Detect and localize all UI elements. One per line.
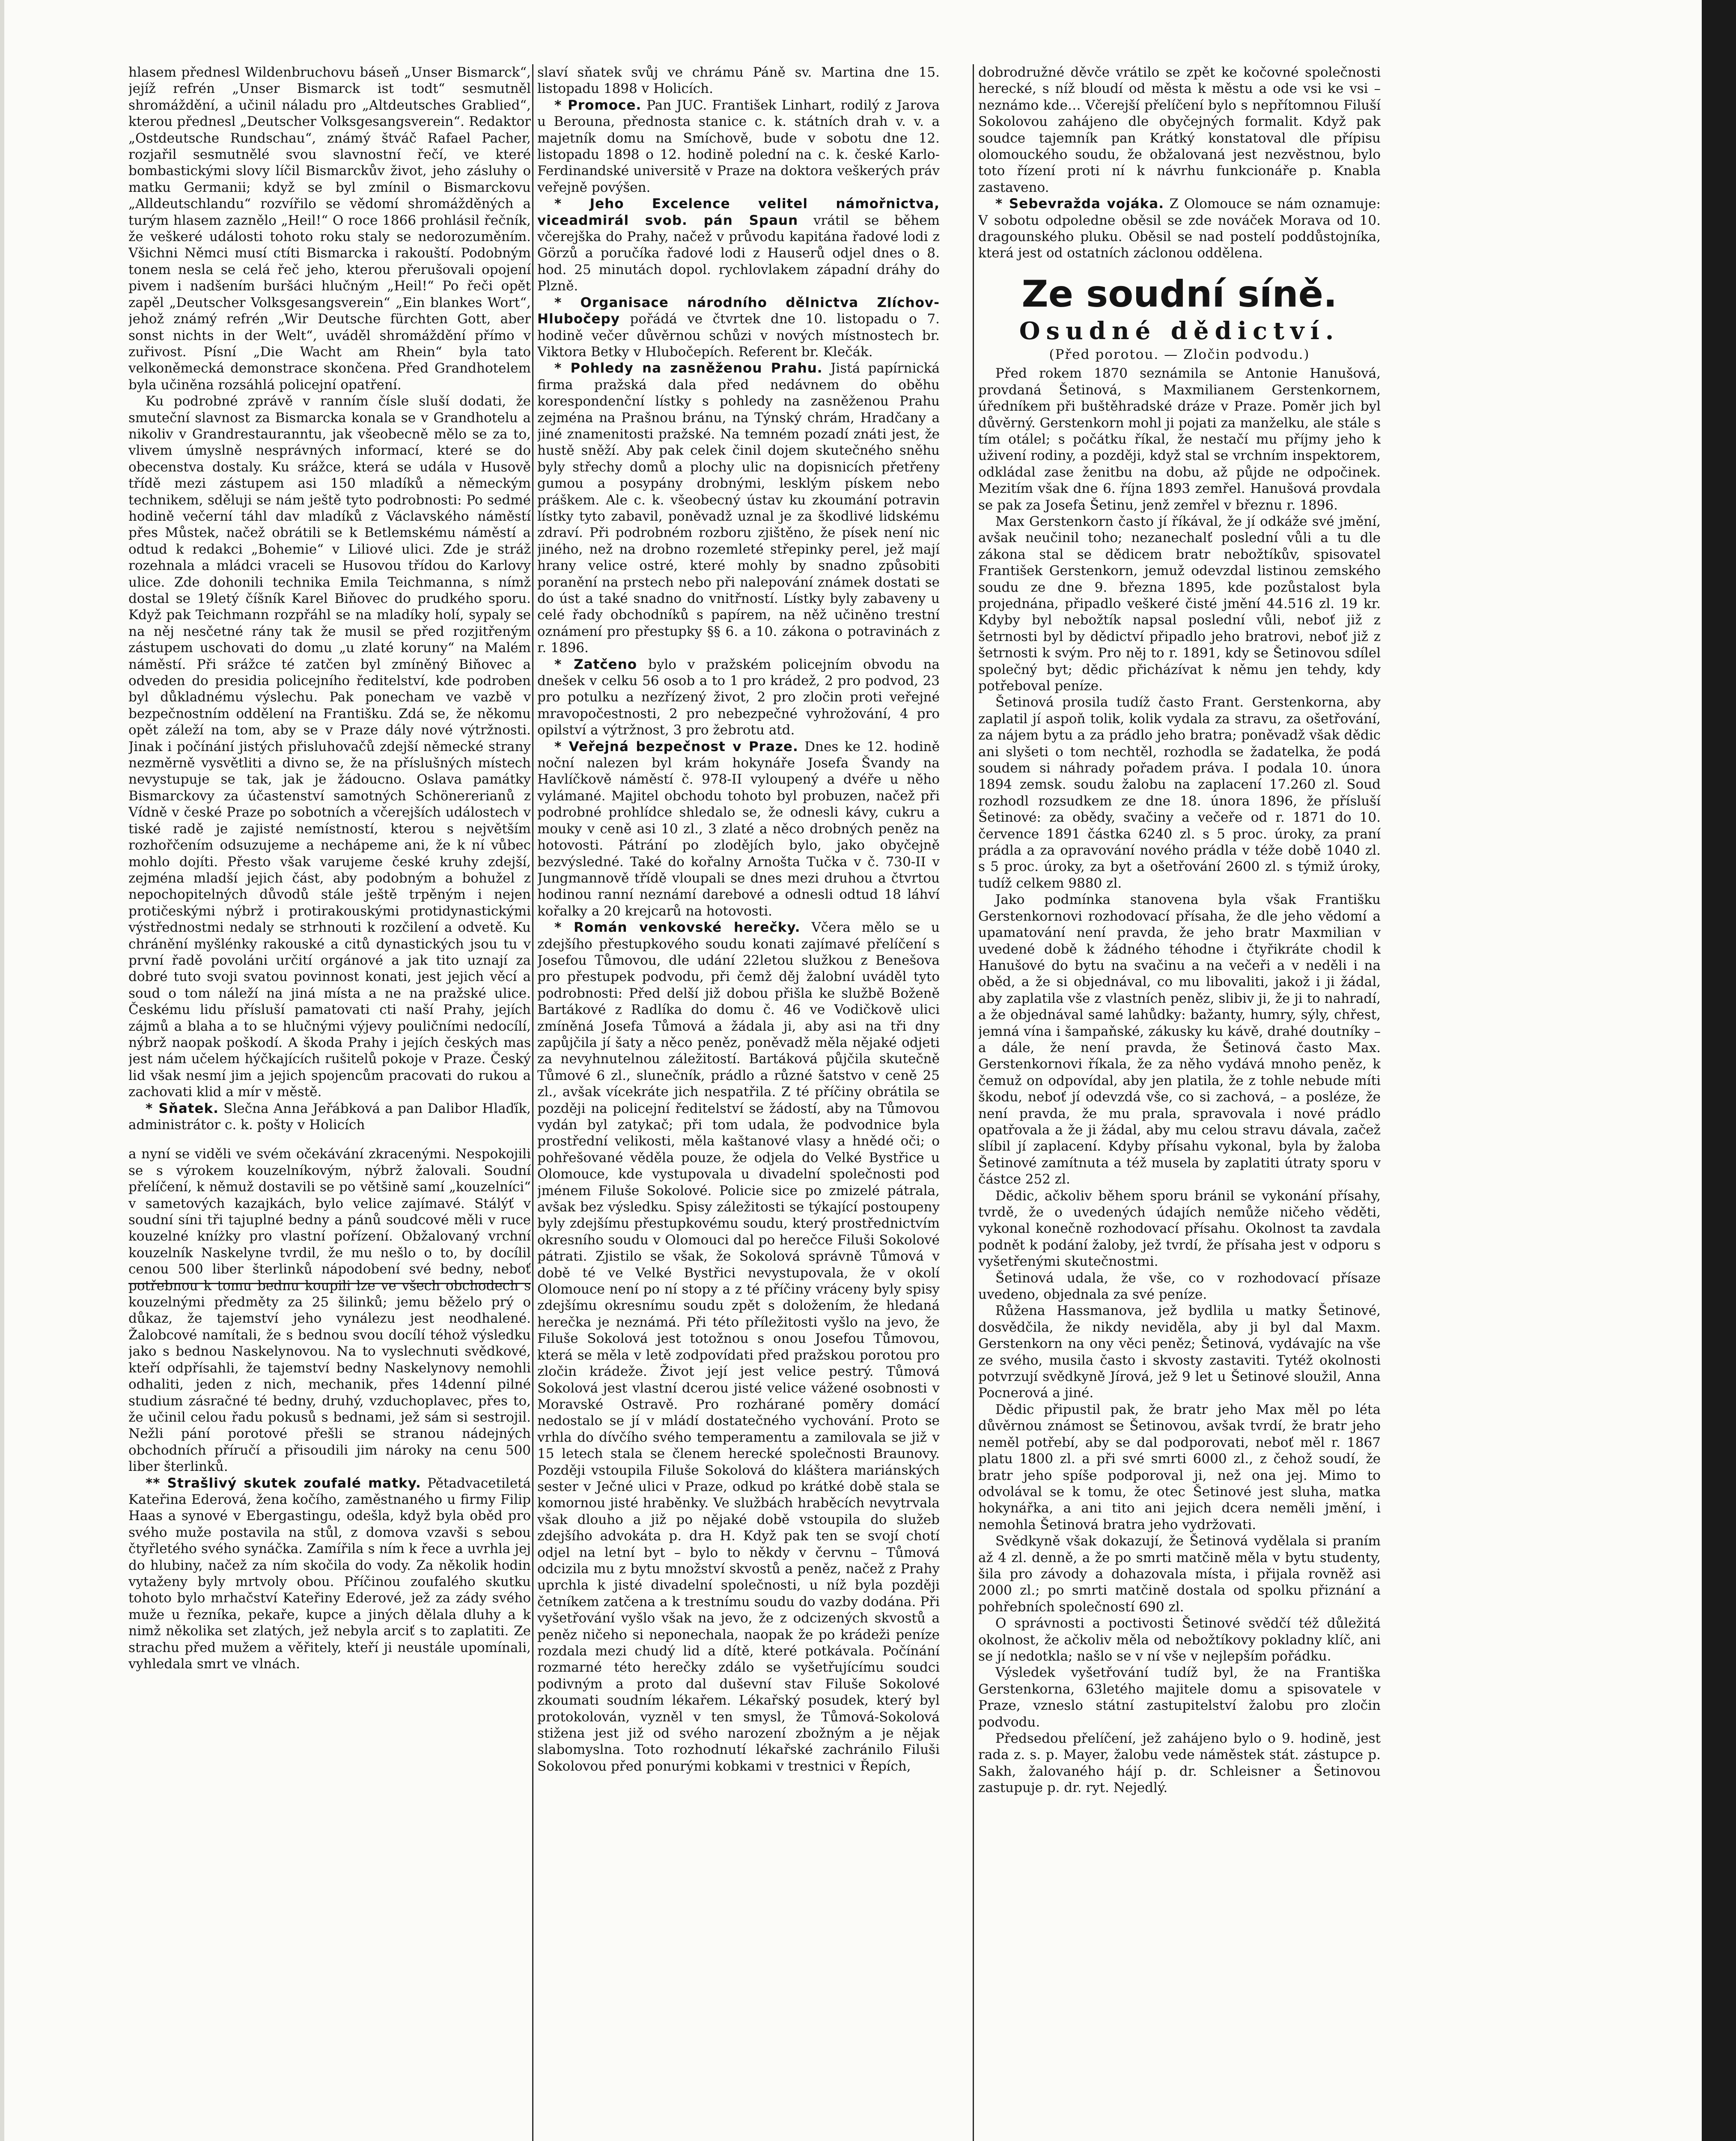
article-paragraph: Max Gerstenkorn často jí říkával, že jí odkáže své jmění, avšak neučinil toho; nezanechalť poslední vůli a tu dle zákona stal se dědicem bratr nebožtíkův, spisovatel František Gerstenkorn, jemuž odevzdal listinou zemského soudu ze dne 9. března 1895, kde pozůstalost byla projednána, připadlo veškeré čisté jmění 44.516 zl. 19 kr. Kdyby byl nebožtík napsal poslední vůli, neboť již z šetrnosti byl by dědictví připadlo jeho bratrovi, neboť již z šetrnosti k svým. Pro něj to r. 1891, kdy se Šetinovou sdílel společný byt; dědic přicházívat k němu jen tehdy, kdy potřeboval peníze. [978, 513, 1381, 694]
workers-text: pořádá ve čtvrtek dne 10. listopadu o 7. hodině večer důvěrnou schůzi v nových místnostech br. Viktora Betky v Hlubočepích. Referent br. Klečák. [537, 311, 940, 360]
mother-tragedy-text: Pětadvacetiletá Kateřina Ederová, žena kočího, zaměstnaného u firmy Filip Haas a synové v Ebergastingu, odešla, když byla oběd pro svého muže postavila na stůl, z domova vzavši s sebou čtyřletého svého synáčka. Zamířila s ním k řece a uvrhla jej do hlubiny, načež za ním skočila do vody. Za několik hodin vytaženy byly mrtvoly obou. Příčinou zoufalého skutku tohoto bylo mrhačství Kateřiny Ederové, jež za zády svého muže u řezníka, pekaře, kupce a jiných dělala dluhy a k nimž několika set zlatých, jež nebyla arciť s to zaplatiti. Ze strachu před mužem a věřitely, kteří ji neustále upomínali, vyhledala smrt ve vlnách. [128, 1475, 531, 1672]
article-paragraph: Růžena Hassmanova, jež bydlila u matky Šetinové, dosvědčila, že nikdy neviděla, aby ji byl dal Maxm. Gerstenkorn na ony věci peněz; Šetinová, vydávajíc na vše ze svého, musila často i skvosty zastaviti. Tytéž okolnosti potvrzují svědkyně Jírová, jež 9 let u Šetinové sloužil, Anna Pocnerová a jiné. [978, 1303, 1381, 1401]
article-title: Osudné dědictví. [1019, 316, 1340, 345]
admiral-text: vrátil se během včerejška do Prahy, načež v průvodu kapitána řadové lodi z Görzů a poručíka řadové lodi z Hauserů odjel dnes o 8. hod. 25 minutách dopol. rychlovlakem západní dráhy do Plzně. [537, 212, 940, 294]
article-paragraph: Dědic, ačkoliv během sporu bránil se vykonání přísahy, tvrdě, že o uvedených údajích nemůže ničeho věděti, vykonal konečně rozhodovací přísahu. Okolnost ta zavdala podnět k podání žaloby, jež tvrdí, že přísaha jest v odporu s vyšetřenými skutečnostmi. [978, 1188, 1381, 1270]
public-safety-heading: * Veřejná bezpečnost v Praze. [554, 739, 798, 754]
article-paragraph: Výsledek vyšetřování tudíž byl, že na Františka Gerstenkorna, 63letého majitele domu a spisovatele v Praze, vzneslo státní zastupitelství žalobu pro zločin podvodu. [978, 1665, 1381, 1730]
suicide-notice [978, 196, 1381, 262]
workers-notice [537, 295, 940, 361]
wedding-text: Slečna Anna Jeřábková a pan Dalibor Hlaďík, administrátor c. k. pošty v Holicích [128, 1100, 531, 1133]
actress-text: Včera mělo se u zdejšího přestupkového soudu konati zajímavé přelíčení s Josefou Tůmovou, dle udání 22letou služkou z Benešova pro přestupek podvodu, při čemž děj žalobní uváděl tyto podrobnosti: Před delší již dobou přišla ke službě Boženě Bartákové z Radlíka do domu č. 46 ve Vodičkově ulici zmíněná Josefa Tůmová a žádala ji, aby asi na tři dny zapůjčila jí šaty a něco peněz, poněvadž měla nějaké odjeti za nevyhnutelnou záležitostí. Bartáková půjčila skutečně Tůmové 6 zl., slunečník, prádlo a různé šatstvo v ceně 25 zl., avšak vícekráte jich nespatřila. Z té příčiny obrátila se později na policejní ředitelství se žádostí, aby na Tůmovou vydán byl zatykač; při tom udala, že podvodnice byla prostřední velikosti, měla kaštanové vlasy a hnědé oči; o pohřešované věděla pouze, že odjela do Velké Bystřice u Olomouce, kde vystupovala u divadelní společnosti pod jménem Filuše Sokolové. Policie sice po zmizelé pátrala, avšak bez výsledku. Spisy záležitosti se týkající postoupeny byly zdejšímu přestupkovému soudu, který prostřednictvím okresního soudu v Olomouci dal po herečce Filuši Sokolové pátrati. Zjistilo se však, že Sokolová správně Tůmová v době té ve Velké Bystřici nevystupovala, že v okolí Olomouce není po ní stopy a z té příčiny vráceny byly spisy zdejšímu okresnímu soudu zpět s doložením, že hledaná herečka je neznámá. Při této příležitosti vyšlo na jevo, že Filuše Sokolová jest totožnou s onou Josefou Tůmovou, která se měla v letě zodpovídati před pražskou porotou pro zločin krádeže. Život její jest velice pestrý. Tůmová Sokolová jest vlastní dcerou jisté velice vážené osobnosti v Moravské Ostravě. Pro rozhárané poměry domácí nedostalo se jí v mládí dostatečného vychování. Proto se vrhla do dívčího svého temperamentu a zamilovala se již v 15 letech stala se členem herecké společnosti Braunovy. Později vstoupila Filuše Sokolová do kláštera mariánských sester v Ječné ulici v Praze, odkud po krátké době stala se komornou jisté hraběnky. Ve službách hraběcích nevytrvala však dlouho a již po nějaké době vstoupila do služeb zdejšího advokáta p. dra H. Když pak ten se svojí chotí odjel na letní byt – bylo to někdy v červnu – Tůmová odcizila mu z bytu množství skvostů a peněz, načež z Prahy uprchla k jisté divadelní společnosti, u níž byla později četníkem zatčena a k trestnímu soudu do vazby dodána. Při vyšetřování vyšlo však na jevo, že z odcizených skvostů a peněz ničeho si neponechala, naopak že po krádeži peníze rozdala mezi chudý lid a dítě, které potkávala. Počínání rozmarné této herečky zdálo se vyšetřujícímu soudci podivným a proto dal duševní stav Filuše Sokolové zkoumati soudním lékařem. Lékařský posudek, který byl protokolován, vyzněl v ten smysl, že Tůmová-Sokolová stižena jest již od svého narození zbožným a je nějak slabomyslna. Toto rozhodnutí lékařské zachránilo Filuši Sokolovou před ponurými kobkami v trestnici v Řepích, [537, 920, 940, 1774]
actress-notice [537, 919, 940, 1774]
admiral-heading: * Jeho Excelence velitel námořnictva, viceadmirál svob. pán Spaun [537, 196, 940, 228]
workers-heading: * Organisace národního dělnictva Zlíchov-Hlubočepy [537, 295, 940, 327]
article-paragraph: Šetinová udala, že vše, co v rozhodovací přísaze uvedeno, objednala za své peníze. [978, 1270, 1381, 1303]
actress-heading: * Román venkovské herečky. [554, 920, 801, 936]
article-paragraph: O správnosti a poctivosti Šetinové svědčí též důležitá okolnost, že ačkoliv měla od nebožtíkovy pokladny klíč, ani se jí nedotkla; našlo se v ní vše v nejlepším pořádku. [978, 1616, 1381, 1664]
article-paragraph: Dědic připustil pak, že bratr jeho Max měl po léta důvěrnou známost se Šetinovou, avšak tvrdí, že bratr jeho neměl potřebí, aby se dal podporovati, neboť měl r. 1867 platu 1800 zl. a při své smrti 6000 zl., z čehož soudí, že bratr jeho spíše podporoval ji, než ona jej. Mimo to odvolával se k tomu, že otec Šetinové jest sluha, matka hokynářka, a ani tito ani jejich dcera neměli jmění, i nemohla Šetinová bratra jeho vydržovati. [978, 1401, 1381, 1533]
postcards-text: Jistá papírnická firma pražská dala před nedávnem do oběhu korespondenční lístky s pohledy na zasněženou Prahu zejména na Prašnou bránu, na Týnský chrám, Hradčany a jiné znamenitosti pražské. Na temném pozadí znáti jest, že hustě sněží. Aby pak celek činil dojem skutečného sněhu byly střechy domů a plochy ulic na dopisnicích přetřeny gumou a posypány drobnými, lesklým pískem nebo práškem. Ale c. k. všeobecný ústav ku zkoumání potravin lístky tyto zabavil, poněvadž uznal je za škodlivé lidskému zdraví. Při podrobném rozboru zjištěno, že písek není nic jiného, než na drobno rozemleté střepinky perel, jež mají hrany velice ostré, které mohly by snadno způsobiti poranění na prstech nebo při nalepování známek dostati se do úst a také snadno do vnitřností. Lístky byly zabaveny u celé řady obchodníků s papírem, na něž učiněno trestní oznámení pro přestupky §§ 6. a 10. zákona o potravinách z r. 1896. [537, 361, 940, 656]
article-paragraph: Svědkyně však dokazují, že Šetinová vydělala si praním až 4 zl. denně, a že po smrti matčině měla v bytu studenty, šila pro závody a dohazovala místa, i přijala rovněž asi 2000 zl.; po smrti matčině dostala od spolku přiznání a pohřebních společností 690 zl. [978, 1533, 1381, 1615]
admiral-notice [537, 196, 940, 294]
promotion-heading: * Promoce. [554, 97, 642, 113]
promotion-text: Pan JUC. František Linhart, rodilý z Jarova u Berouna, přednosta stanice c. k. státních drah v. v. a majetník domu na Smíchově, bude v sobotu dne 12. listopadu 1898 o 12. hodině polední na c. k. české Karlo-Ferdinandské universitě v Praze na doktora veškerých práv veřejně povýšen. [537, 97, 940, 195]
public-safety-text: Dnes ke 12. hodině noční nalezen byl krám hokynáře Josefa Švandy na Havlíčkově náměstí č. 978-II vyloupený a dvéře u něho vylámané. Majitel obchodu tohoto byl probuzen, načež při podrobné prohlídce shledalo se, že odnesli kávy, cukru a mouky v ceně asi 10 zl., 3 zlaté a něco drobných peněz na hotovosti. Pátrání po zlodějích bylo, jako obyčejně bezvýsledné. Také do kořalny Arnošta Tučka v č. 730-II v Jungmannově třídě vloupali se dnes mezi druhou a čtvrtou hodinou ranní neznámí darebové a odnesli odtud 18 láhví kořalky a 20 krejcarů na hotovosti. [537, 739, 940, 919]
postcards-notice [537, 360, 940, 656]
column-rule-2 [973, 64, 974, 2141]
actress-continued-text: dobrodružné děvče vrátilo se zpět ke kočovné společnosti herecké, s níž bloudí od města k městu a ode vsi ke vsi – neznámo kde… Včerejší přelíčení bylo s nepřítomnou Filuší Sokolovou zahájeno dle obyčejných formalit. Když pak soudce tajemník pan Krátký konstatoval dle přípisu olomouckého soudu, že obžalovaná jest nezvěstnou, bylo toto řízení proti ní k návrhu funkcionáře p. Knabla zastaveno. [978, 65, 1381, 195]
column-2 [537, 64, 940, 2141]
column-3 [978, 64, 1381, 2141]
wedding-heading: * Sňatek. [146, 1100, 219, 1116]
arrests-text: bylo v pražském policejním obvodu na dnešek v celku 56 osob a to 1 pro krádež, 2 pro podvod, 23 pro potulku a nezřízený život, 2 pro zločin proti veřejné mravopočestnosti, 2 pro nebezpečné vyhrožování, 4 pro opilství a výtržnost, 3 pro žebrotu atd. [537, 656, 940, 738]
mother-tragedy-notice [128, 1475, 531, 1673]
page-right-edge [1702, 0, 1736, 2141]
page-left-edge [0, 0, 4, 2141]
suicide-heading: * Sebevražda vojáka. [995, 196, 1164, 212]
magician-trial-text: a nyní se viděli ve svém očekávání zkracenými. Nespokojili se s výrokem kouzelníkovým, nýbrž žalovali. Soudní přelíčení, k němuž dostavili se po většině samí „kouzelníci“ v sametových kazajkách, bylo velice zajímavé. Stálýť v soudní síni tři tajuplné bedny a pánů soudcové měli v ruce kouzelné kníżky pro vlastní pořízení. Obžalovaný vrchní kouzelník Naskelyne tvrdil, že mu nešlo o to, by docílil cenou 500 liber šterlinků nápodobení své bedny, neboť potřebnou k tomu bednu koupili lze ve všech obchodech s kouzelnými předměty za 25 šilinků; jemu běželo prý o důkaz, že tajemství jeho vynálezu jest neodhalené. Žalobcové namítali, že s bednou svou docílí téhož výsledku jako s bednou Naskelynovou. Na to vyslechnuti svědkové, kteří odpřísahli, že tajemství bedny Naskelynovy nemohli odhaliti, jeden z nich, mechanik, přes 14denní pilné studium zásračné té bedny, druhý, vzduchoplavec, přes to, že učinil celou řadu pokusů s bednami, jež sám si sestrojil. Nežli pání porotové přešli se stranou nádejných obchodních příručí a přisoudili jim nároky na cenu 500 liber šterlinků. [128, 1146, 531, 1475]
column-rule-1 [532, 64, 533, 2141]
arrests-heading: * Zatčeno [554, 656, 637, 672]
article-paragraph: Šetinová prosila tudíž často Frant. Gerstenkorna, aby zaplatil jí aspoň tolik, kolik vydala za stravu, za ošetřování, za nájem bytu a za prádlo jeho bratra; poněvadž však dědic ani slyšeti o tom nechtěl, rozhodla se žadatelka, že podá soudem si náhrady pořadem práva. I podala 10. února 1894 zemsk. soudu žalobu na zaplacení 17.260 zl. Soud rozhodl rozsudkem ze dne 18. února 1896, že přísluší Šetinové: za obědy, svačiny a večeře od r. 1871 do 10. července 1891 částka 6240 zl. s 5 proc. úroky, za praní prádla a za opravování nového prádla v téže době 1040 zl. s 5 proc. úroky, za byt a ošetřování 2600 zl. s týmiž úroky, tudíž celkem 9880 zl. [978, 695, 1381, 891]
riot-report-text: Ku podrobné zprávě v ranním čísle sluší dodati, že smuteční slavnost za Bismarcka konala se v Grandhotelu a nikoliv v Grandrestauranntu, jak všeobecně mělo se za to, vlivem úmyslně nesprávných informací, které se do obecenstva dostaly. Ku srážce, která se udála v Husově třídě mezi zástupem asi 150 mladíků a německým technikem, sděluji se nám ještě tyto podrobnosti: Po sedmé hodině večerní táhl dav mladíků z Václavského náměstí přes Můstek, načež obrátili se k Betlemskému náměstí a odtud k redakci „Bohemie“ v Liliové ulici. Zde je stráž rozehnala a mládci vraceli se Husovou třídou do Karlovy ulice. Zde dohonili technika Emila Teichmanna, s nímž dostal se 19letý číšník Karel Biňovec do prudkého sporu. Když pak Teichmann rozpřáhl se na mladíky holí, sypaly se na něj nesčetné rány tak že musil se před rozjitřeným zástupem uschovati do domu „u zlaté koruny“ na Malém náměstí. Při srážce té zatčen byl zmíněný Biňovec a odveden do presidia policejního ředitelství, kde podroben byl důkladnému výslechu. Pak ponecham ve vazbě v bezpečnostním oddělení na Františku. Zdá se, že někomu opět záleží na tom, aby se v Praze dály nové výtržnosti. Jinak i počínání jistých přisluhovačů zdejší německé strany nezměrně vysvětliti a divno se, že na příslušných místech nevystupuje se tak, jak je žádoucno. Oslava památky Bismarckovy za účastenství samotných Schönererianů z Vídně v české Praze po sobotních a včerejších událostech v tiské radě je zajisté nemístností, kterou s největším rozhořčením odsuzujeme a nechápeme ani, že k ní vůbec mohlo dojíti. Přesto však varujeme české kruhy zdejší, zejména mladší jejich část, aby podobným a bohužel z nepochopitelných důvodů stále ještě trpěným i nejen protičeskými nýbrž i protirakouskými protidynastickými výstřednostmi nedaly se strhnouti k rozčilení a odvetě. Ku chránění myšlénky rakouské a citů dynastických jsou tu v první řadě povoláni určití orgánové a jak tito uznají za dobré tuto svoji svatou povinnost konati, jest jejich věcí a soud o tom náleží na jiná místa a ne na pražské ulice. Českému lidu přísluší pamatovati cti naší Prahy, jejích zájmů a blaha a to se hlučnými výjevy pouličními nedocílí, nýbrž naopak poškodí. A škoda Prahy i jejích českých mas jest nám učelem hýčkajících rušitelů pokoje v Praze. Český lid však nesmí jim a jejich spojencům pracovati do rukou a zachovati klid a mír v městě. [128, 394, 531, 1100]
postcards-heading: * Pohledy na zasněženou Prahu. [554, 361, 823, 376]
arrests-notice [537, 656, 940, 739]
article-paragraph: Před rokem 1870 seznámila se Antonie Hanušová, provdaná Šetinová, s Maxmilianem Gerstenkornem, úředníkem při buštěhradské dráze v Praze. Poměr jich byl důvěrný. Gerstenkorn mohl ji pojati za manželku, ale stále s tím otálel; s počátku říkal, že nestačí mu příjmy jeho k uživení rodiny, a později, když stal se vrchním inspektorem, odkládal zase ženitbu na dobu, až půjde ne odpočinek. Mezitím však dne 6. října 1893 zemřel. Hanušová provdala se pak za Josefa Šetinu, jenž zemřel v březnu r. 1896. [978, 366, 1381, 513]
wedding-continued-text: slaví sňatek svůj ve chrámu Páně sv. Martina dne 15. listopadu 1898 v Holicích. [537, 65, 940, 97]
court-section-title: Ze soudní síně. [1021, 272, 1337, 316]
article-paragraph: Jako podmínka stanovena byla však Františku Gerstenkornovi rozhodovací přísaha, že dle jeho vědomí a upamatování není pravda, že jeho bratr Maxmilian v uvedené době k žádného téhodne i čtyřikráte chodil k Hanušové do bytu na svačinu a na večeři a v neděli i na oběd, a že si objednával, co mu libovaliti, jakož i ji žádal, aby zaplatila vše z vlastních peněz, slibiv ji, že ji to nahradí, a že objednával samé lahůdky: bažanty, humry, sýly, chřest, jemná vína i šampaňské, zákusky ku kávě, drahé doutníky – a dále, že není pravda, že Šetinová často Max. Gerstenkornovi říkala, že za něho vydává mnoho peněz, k čemuž on odpovídal, aby jen platila, že z tohle nebude míti škodu, neboť jí odevzdá vše, co si zachová, – a posléze, že není pravda, že mu prala, spravovala i nové prádlo opatřovala a že ji žádal, aby mu celou stravu dávala, začež slíbil jí zaplacení. Kdyby přísahu vykonal, byla by žaloba Šetinové zamítnuta a též musela by zaplatiti útraty sporu v částce 252 zl. [978, 892, 1381, 1187]
column-1 [128, 64, 531, 2141]
article-subtitle: (Před porotou. — Zločin podvodu.) [1049, 346, 1310, 362]
article-paragraph: Předsedou přelíčení, jež zahájeno bylo o 9. hodině, jest rada z. s. p. Mayer, žalobu vede náměstek stát. zástupce p. Sakh, žalovaného hájí p. dr. Schleisner a Šetinovou zastupuje p. dr. ryt. Nejedlý. [978, 1731, 1381, 1796]
promotion-notice [537, 97, 940, 196]
suicide-text: Z Olomouce se nám oznamuje: V sobotu odpoledne oběsil se zde nováček Morava od 10. dragounského pluku. Oběsil se nad postelí poddůstojníka, která jest od ostatních záclonou oddělena. [978, 196, 1381, 261]
wedding-notice [128, 1100, 531, 1133]
mother-tragedy-heading: ** Strašlivý skutek zoufalé matky. [146, 1475, 421, 1491]
public-safety-notice [537, 739, 940, 919]
bismarck-celebration-text: hlasem přednesl Wildenbruchovu báseň „Unser Bismarck“, jejíž refrén „Unser Bismarck ist todt“ sesmutněl shromáždění, a učinil náladu pro „Altdeutsches Grablied“, kterou přednesl „Deutscher Volksgesangsverein“. Redaktor „Ostdeutsche Rundschau“, známý štváč Rafael Pacher, rozjařil sesmutnělé svou slavnostní řečí, ve které bombastickými slovy líčil Bismarckův život, jeho zásluhy o matku Germanii; když se byl zmínil o Bismarckovu „Alldeutschlandu“ rozvířilo se vědomí shromážděných a turým hlasem zaznělo „Heil!“ O roce 1866 prohlásil řečník, že veškeré události tohoto roku staly se nedorozuměním. Všichni Němci musí ctíti Bismarcka i rakouští. Podobným tonem nesla se celá řeč jeho, kterou přerušovali opojení pivem i nadšením buršáci hlučným „Heil!“ Po řeči opět zapěl „Deutscher Volksgesangsverein“ „Ein blankes Wort“, jehož známý refrén „Wir Deutsche fürchten Gott, aber sonst nichts in der Welt“, uváděl shromáždění přímo v zuřivost. Písní „Die Wacht am Rhein“ byla tato velkoněmecká demonstrace skončena. Před Grandhotelem byla učiněna rozsáhlá policejní opatření. [128, 65, 531, 393]
